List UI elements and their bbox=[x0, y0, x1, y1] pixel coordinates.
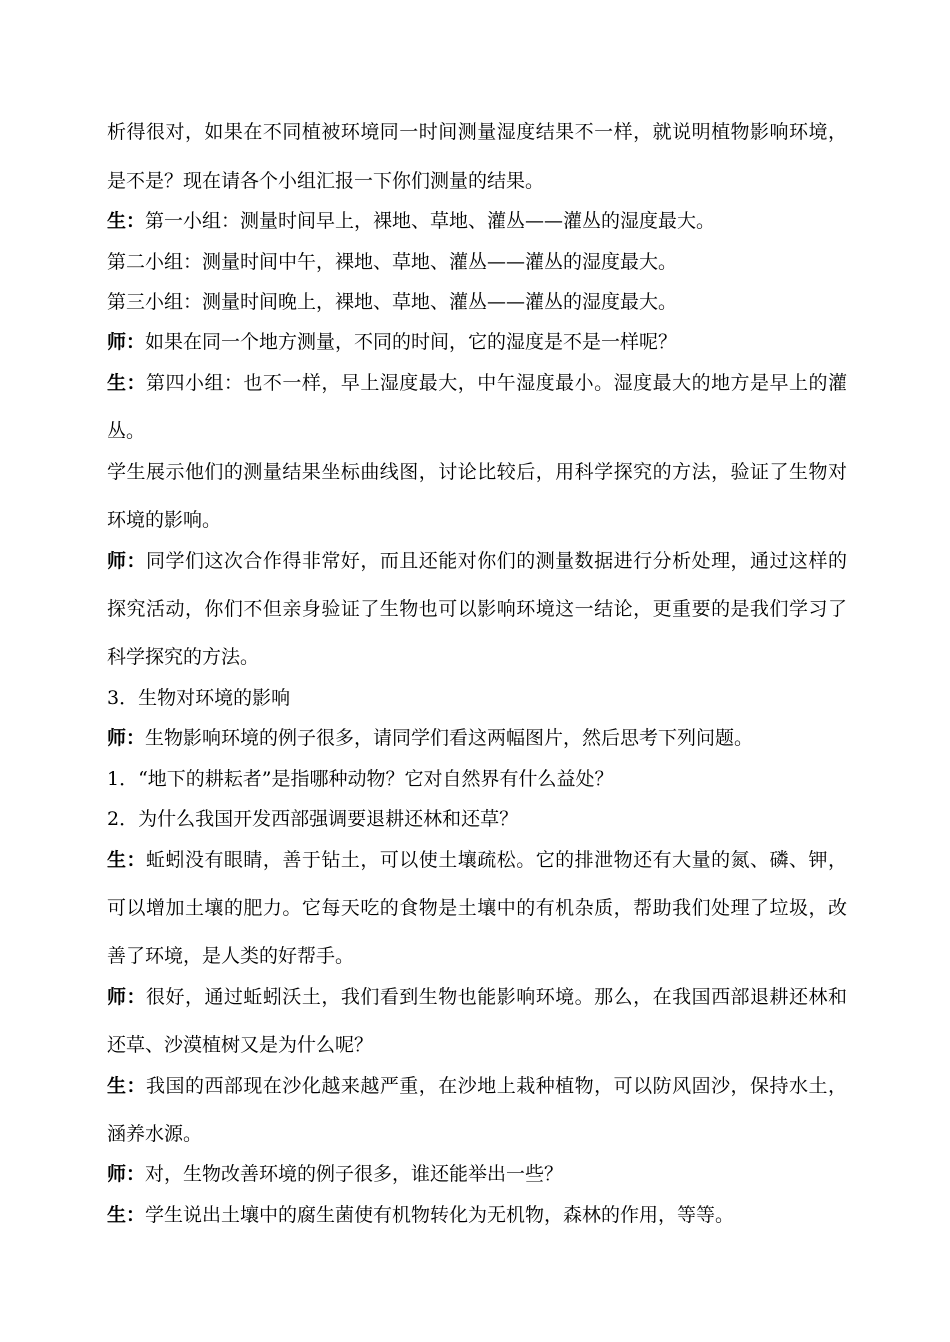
line-text: 可以增加土壤的肥力。它每天吃的食物是土壤中的有机杂质，帮助我们处理了垃圾，改 bbox=[107, 897, 847, 919]
dialogue-line bbox=[107, 847, 847, 873]
dialogue-line bbox=[107, 984, 847, 1010]
question-item bbox=[107, 766, 847, 792]
speaker-label: 师： bbox=[107, 727, 146, 749]
paragraph-line bbox=[107, 596, 847, 622]
line-text: 第三小组：测量时间晚上，裸地、草地、灌丛——灌丛的湿度最大。 bbox=[107, 291, 678, 313]
section-heading bbox=[107, 685, 847, 711]
line-text: 第二小组：测量时间中午，裸地、草地、灌丛——灌丛的湿度最大。 bbox=[107, 251, 678, 273]
line-text: 还草、沙漠植树又是为什么呢？ bbox=[107, 1034, 374, 1056]
paragraph-line bbox=[107, 119, 847, 145]
line-text: 同学们这次合作得非常好，而且还能对你们的测量数据进行分析处理，通过这样的 bbox=[145, 550, 847, 572]
line-text: 2．为什么我国开发西部强调要退耕还林和还草？ bbox=[107, 808, 519, 830]
paragraph-line bbox=[107, 1121, 847, 1147]
line-text: 是不是？现在请各个小组汇报一下你们测量的结果。 bbox=[107, 170, 545, 192]
line-text: 丛。 bbox=[107, 420, 146, 442]
speaker-label: 生： bbox=[107, 372, 146, 394]
line-text: 第一小组：测量时间早上，裸地、草地、灌丛——灌丛的湿度最大。 bbox=[145, 210, 716, 232]
paragraph-line bbox=[107, 459, 847, 485]
speaker-label: 生： bbox=[107, 1204, 146, 1226]
line-text: 科学探究的方法。 bbox=[107, 646, 260, 668]
line-text: 探究活动，你们不但亲身验证了生物也可以影响环境这一结论，更重要的是我们学习了 bbox=[107, 598, 847, 620]
dialogue-line bbox=[107, 1073, 847, 1099]
dialogue-line bbox=[107, 370, 847, 396]
dialogue-line bbox=[107, 1202, 847, 1228]
dialogue-line bbox=[107, 548, 847, 574]
paragraph-line bbox=[107, 943, 847, 969]
speaker-label: 生： bbox=[107, 849, 146, 871]
line-text: 学生展示他们的测量结果坐标曲线图，讨论比较后，用科学探究的方法，验证了生物对 bbox=[107, 461, 847, 483]
paragraph-line bbox=[107, 895, 847, 921]
line-text: 析得很对，如果在不同植被环境同一时间测量湿度结果不一样，就说明植物影响环境， bbox=[107, 121, 847, 143]
line-text: 善了环境，是人类的好帮手。 bbox=[107, 945, 355, 967]
line-text: 学生说出土壤中的腐生菌使有机物转化为无机物，森林的作用，等等。 bbox=[145, 1204, 735, 1226]
paragraph-line bbox=[107, 644, 847, 670]
speaker-label: 师： bbox=[107, 550, 146, 572]
paragraph-line bbox=[107, 168, 847, 194]
speaker-label: 师： bbox=[107, 986, 146, 1008]
dialogue-line bbox=[107, 725, 847, 751]
dialogue-line bbox=[107, 249, 847, 275]
dialogue-line bbox=[107, 208, 847, 234]
dialogue-line bbox=[107, 1161, 847, 1187]
paragraph-line bbox=[107, 1032, 847, 1058]
paragraph-line bbox=[107, 418, 847, 444]
line-text: 我国的西部现在沙化越来越严重，在沙地上栽种植物，可以防风固沙，保持水土， bbox=[145, 1075, 847, 1097]
line-text: 生物影响环境的例子很多，请同学们看这两幅图片，然后思考下列问题。 bbox=[145, 727, 754, 749]
line-text: 对，生物改善环境的例子很多，谁还能举出一些？ bbox=[145, 1163, 564, 1185]
line-text: 如果在同一个地方测量，不同的时间，它的湿度是不是一样呢？ bbox=[145, 331, 678, 353]
line-text: 很好，通过蚯蚓沃土，我们看到生物也能影响环境。那么，在我国西部退耕还林和 bbox=[145, 986, 847, 1008]
speaker-label: 师： bbox=[107, 331, 146, 353]
line-text: 3．生物对环境的影响 bbox=[107, 687, 291, 709]
dialogue-line bbox=[107, 289, 847, 315]
line-text: 1．“地下的耕耘者”是指哪种动物？它对自然界有什么益处？ bbox=[107, 768, 614, 790]
question-item bbox=[107, 806, 847, 832]
speaker-label: 师： bbox=[107, 1163, 146, 1185]
line-text: 涵养水源。 bbox=[107, 1123, 203, 1145]
line-text: 环境的影响。 bbox=[107, 509, 222, 531]
speaker-label: 生： bbox=[107, 1075, 146, 1097]
line-text: 蚯蚓没有眼睛，善于钻土，可以使土壤疏松。它的排泄物还有大量的氮、磷、钾， bbox=[145, 849, 847, 871]
dialogue-line bbox=[107, 329, 847, 355]
speaker-label: 生： bbox=[107, 210, 146, 232]
paragraph-line bbox=[107, 507, 847, 533]
line-text: 第四小组：也不一样，早上湿度最大，中午湿度最小。湿度最大的地方是早上的灌 bbox=[145, 372, 847, 394]
